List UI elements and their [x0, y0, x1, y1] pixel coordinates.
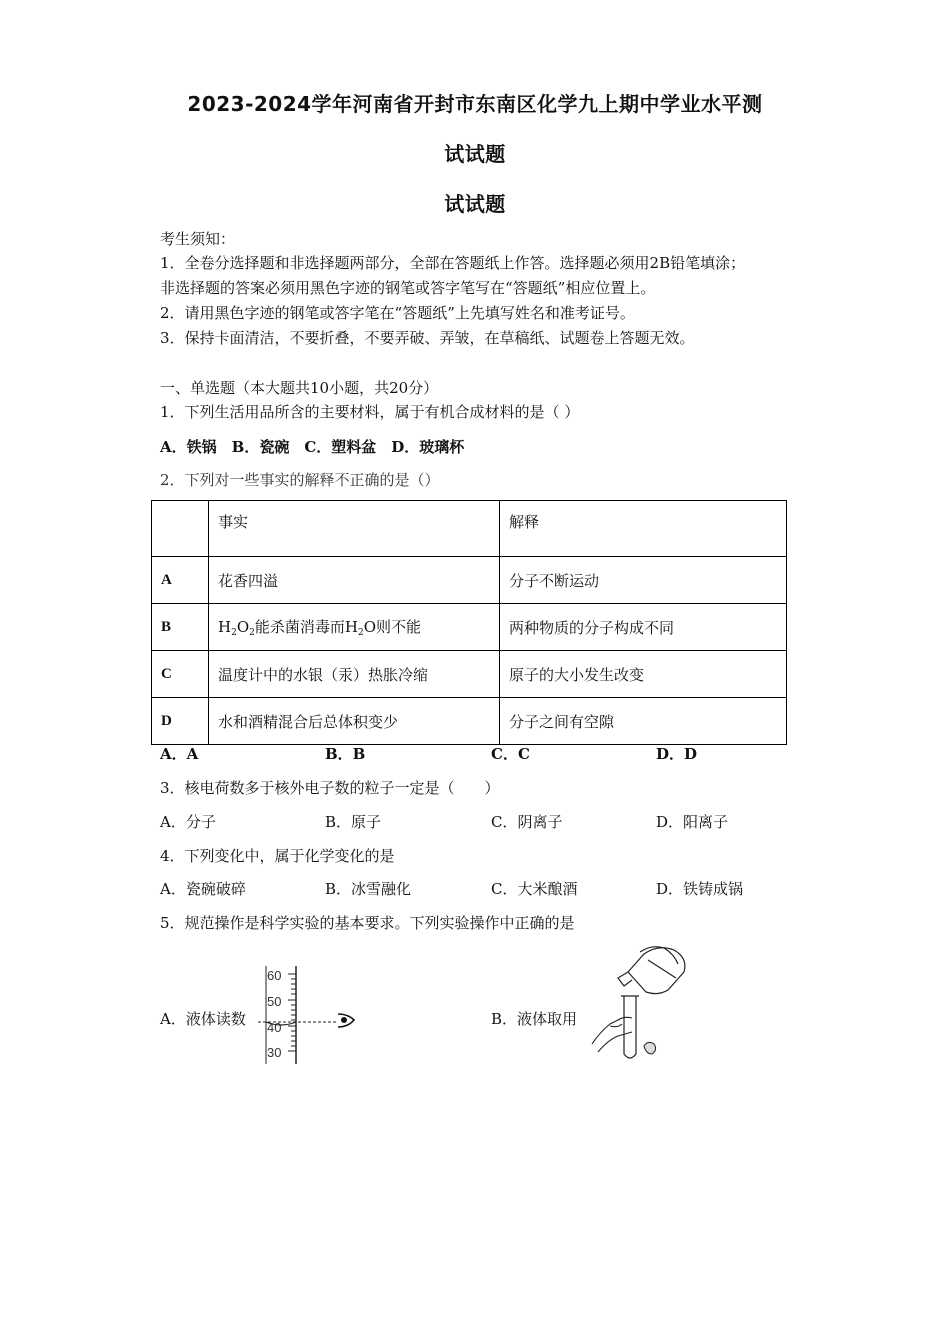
- row-explain: 两种物质的分子构成不同: [500, 604, 787, 651]
- q3-stem: 3．核电荷数多于核外电子数的粒子一定是（ ）: [160, 779, 500, 797]
- q3-option-a: A．分子: [160, 813, 216, 831]
- q4-option-c: C．大米酿酒: [491, 880, 578, 898]
- bottle-stopper-icon: [644, 1042, 656, 1054]
- notice-heading: 考生须知：: [160, 230, 236, 248]
- row-fact: 水和酒精混合后总体积变少: [209, 698, 500, 745]
- fact-part: 能杀菌消毒而H: [254, 618, 358, 636]
- row-key: C: [152, 651, 209, 698]
- row-explain: 分子之间有空隙: [500, 698, 787, 745]
- subscript: 2: [249, 628, 255, 638]
- hand-icon: [592, 947, 678, 1052]
- table-row: [152, 557, 787, 604]
- q2-option-b: B．B: [325, 745, 366, 763]
- q2-option-a: A．A: [160, 745, 199, 763]
- table-header-cell: 解释: [500, 501, 787, 557]
- cylinder-reading-illustration: [258, 962, 368, 1068]
- table-header-cell: [152, 501, 209, 557]
- table-row: [152, 604, 787, 651]
- row-explain: 原子的大小发生改变: [500, 651, 787, 698]
- row-explain: 分子不断运动: [500, 557, 787, 604]
- q2-stem-text: 下列对一些事实的解释不正确的是（）: [184, 471, 440, 489]
- q2-fact-table: [151, 500, 787, 745]
- row-fact: 温度计中的水银（汞）热胀冷缩: [209, 651, 500, 698]
- q4-option-d: D．铁铸成锅: [656, 880, 744, 898]
- subscript: 2: [357, 628, 364, 638]
- row-fact: [209, 604, 500, 651]
- q2-stem: [160, 469, 440, 490]
- q5-option-b-label: B．液体取用: [491, 1010, 578, 1028]
- q3-option-d: D．阳离子: [656, 813, 729, 831]
- row-fact: 花香四溢: [209, 557, 500, 604]
- tick-label: 40: [267, 1020, 282, 1035]
- fact-part: O: [236, 618, 250, 636]
- table-header-cell: 事实: [209, 501, 500, 557]
- test-tube-icon: [621, 996, 639, 1058]
- q2-option-d: D．D: [656, 745, 698, 763]
- q1-options: A．铁锅 B．瓷碗 C．塑料盆 D．玻璃杯: [160, 438, 465, 456]
- q4-option-a: A．瓷碗破碎: [160, 880, 246, 898]
- q5-option-a-label: A．液体读数: [160, 1010, 246, 1028]
- q1-stem: 1．下列生活用品所含的主要材料，属于有机合成材料的是（ ）: [160, 403, 580, 421]
- table-header-row: [152, 501, 787, 557]
- reagent-bottle-icon: [618, 948, 685, 994]
- notice-item-1b: 非选择题的答案必须用黑色字迹的钢笔或答字笔写在“答题纸”相应位置上。: [160, 279, 656, 297]
- notice-item-2: 2．请用黑色字迹的钢笔或答字笔在“答题纸”上先填写姓名和准考证号。: [160, 304, 635, 322]
- page-title-line2: 试试题: [444, 142, 506, 166]
- tick-label: 30: [267, 1045, 282, 1060]
- subscript: 2: [231, 628, 237, 638]
- section-heading: 一、单选题（本大题共10小题，共20分）: [160, 379, 439, 397]
- page-title-line1: 2023-2024学年河南省开封市东南区化学九上期中学业水平测: [187, 92, 763, 116]
- q3-option-c: C．阴离子: [491, 813, 563, 831]
- q3-option-b: B．原子: [325, 813, 382, 831]
- table-row: [152, 651, 787, 698]
- row-key: B: [152, 604, 209, 651]
- fact-part: H: [218, 618, 232, 636]
- q4-stem: 4．下列变化中，属于化学变化的是: [160, 847, 395, 865]
- page-title-line3: 试试题: [444, 192, 506, 216]
- notice-item-3: 3．保持卡面清洁，不要折叠，不要弄破、弄皱，在草稿纸、试题卷上答题无效。: [160, 329, 695, 347]
- row-key: D: [152, 698, 209, 745]
- table-row: [152, 698, 787, 745]
- q5-stem: 5．规范操作是科学实验的基本要求。下列实验操作中正确的是: [160, 914, 575, 932]
- q2-number: 2．: [160, 471, 185, 489]
- row-key: A: [152, 557, 209, 604]
- fact-part: O则不能: [363, 618, 422, 636]
- eye-icon: [338, 1014, 354, 1027]
- tick-label: 50: [267, 994, 282, 1009]
- scale-ticks: [288, 974, 296, 1051]
- q2-option-c: C．C: [491, 745, 530, 763]
- notice-item-1a: 1．全卷分选择题和非选择题两部分，全部在答题纸上作答。选择题必须用2B铅笔填涂；: [160, 254, 746, 272]
- liquid-pouring-illustration: [588, 940, 698, 1065]
- tick-label: 60: [267, 968, 282, 983]
- q4-option-b: B．冰雪融化: [325, 880, 412, 898]
